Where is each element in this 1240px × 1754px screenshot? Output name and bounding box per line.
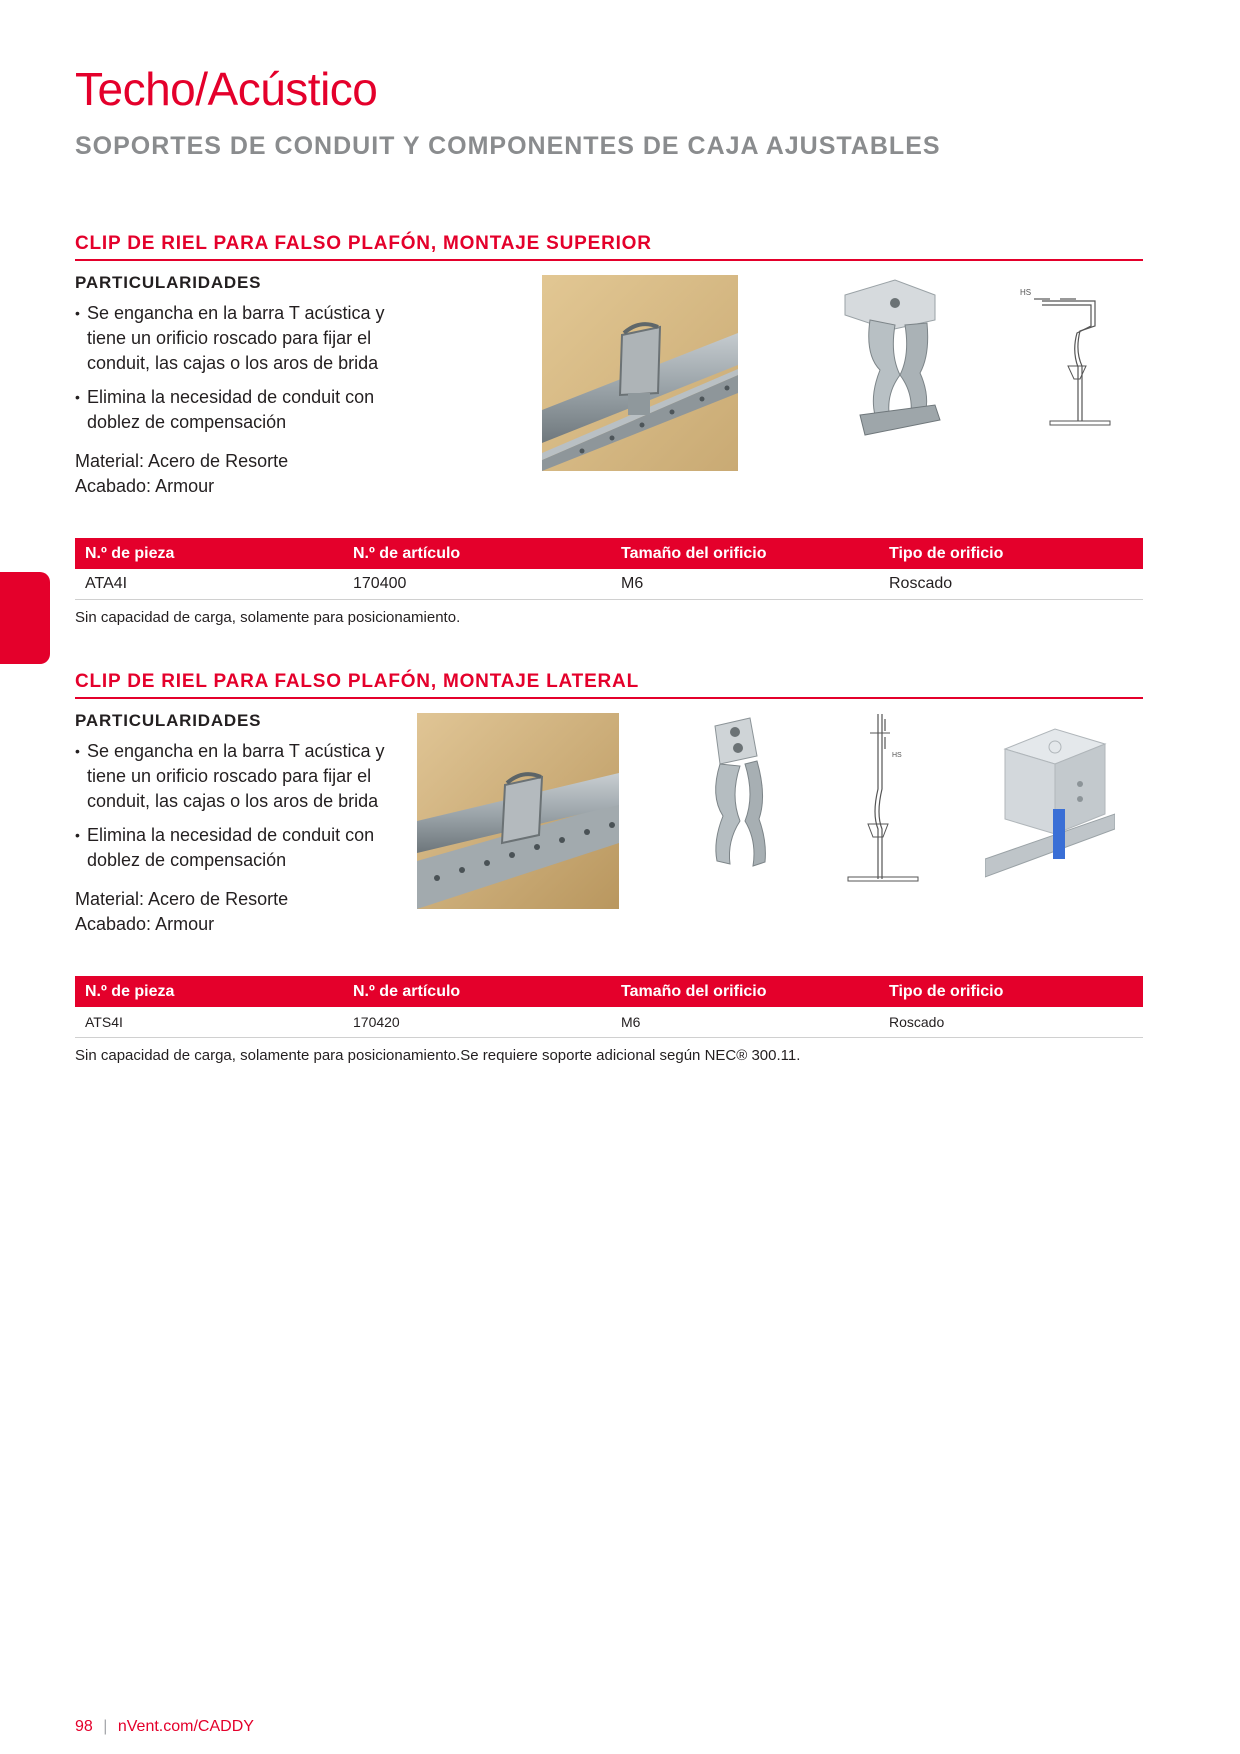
installation-render [985,719,1115,879]
cell-hole-type: Roscado [879,1007,1143,1038]
section-title: CLIP DE RIEL PARA FALSO PLAFÓN, MONTAJE LATERAL [75,671,1143,699]
table-note: Sin capacidad de carga, solamente para posicionamiento. [75,609,461,626]
page-subtitle: SOPORTES DE CONDUIT Y COMPONENTES DE CAJA AJUSTABLES [75,132,941,160]
product-photo [417,713,619,909]
col-hole-size: Tamaño del orificio [611,976,879,1007]
feature-item: • Se engancha en la barra T acústica y tiene un orificio roscado para fijar el conduit, las cajas o los aros de brida [75,739,385,814]
dimension-diagram [1020,271,1140,441]
dimension-diagram [830,709,940,889]
footer-separator: | [103,1718,108,1735]
cell-hole-size: M6 [611,1007,879,1038]
col-article-number: N.º de artículo [343,976,611,1007]
page-title: Techo/Acústico [75,63,378,115]
col-hole-size: Tamaño del orificio [611,538,879,569]
spec-table [75,976,1143,1038]
hs-label: HS [1020,288,1032,297]
feature-list [75,301,385,435]
features-heading: PARTICULARIDADES [75,273,262,292]
col-hole-type: Tipo de orificio [879,976,1143,1007]
section-side-mount [75,671,1143,1071]
feature-item: • Elimina la necesidad de conduit con doblez de compensación [75,385,385,435]
table-row [75,1007,1143,1038]
cell-article-number: 170400 [343,569,611,600]
cell-article-number: 170420 [343,1007,611,1038]
col-article-number: N.º de artículo [343,538,611,569]
col-hole-type: Tipo de orificio [879,538,1143,569]
table-note: Sin capacidad de carga, solamente para posicionamiento.Se requiere soporte adicional según NEC® 300.11. [75,1047,801,1064]
section-title: CLIP DE RIEL PARA FALSO PLAFÓN, MONTAJE SUPERIOR [75,233,1143,261]
col-part-number: N.º de pieza [75,538,343,569]
material-text: Material: Acero de Resorte [75,889,289,909]
finish-text: Acabado: Armour [75,476,215,496]
page-footer [75,1718,254,1736]
section-top-mount [75,233,1143,633]
table-header-row [75,538,1143,569]
hs-label: HS [892,752,902,759]
feature-item: • Elimina la necesidad de conduit con doblez de compensación [75,823,385,873]
features-heading: PARTICULARIDADES [75,711,262,730]
material-text: Material: Acero de Resorte [75,451,289,471]
side-tab-marker [0,572,50,664]
table-row [75,569,1143,600]
col-part-number: N.º de pieza [75,976,343,1007]
table-header-row [75,976,1143,1007]
feature-item: • Se engancha en la barra T acústica y tiene un orificio roscado para fijar el conduit, las cajas o los aros de brida [75,301,385,376]
feature-list [75,739,385,873]
clip-render [695,716,785,881]
footer-url-link[interactable]: nVent.com/CADDY [117,1718,254,1735]
clip-render [835,275,965,445]
cell-hole-size: M6 [611,569,879,600]
cell-part-number: ATS4I [75,1007,343,1038]
finish-text: Acabado: Armour [75,914,215,934]
page-number: 98 [75,1718,93,1735]
product-photo [542,275,738,471]
cell-part-number: ATA4I [75,569,343,600]
cell-hole-type: Roscado [879,569,1143,600]
spec-table [75,538,1143,600]
